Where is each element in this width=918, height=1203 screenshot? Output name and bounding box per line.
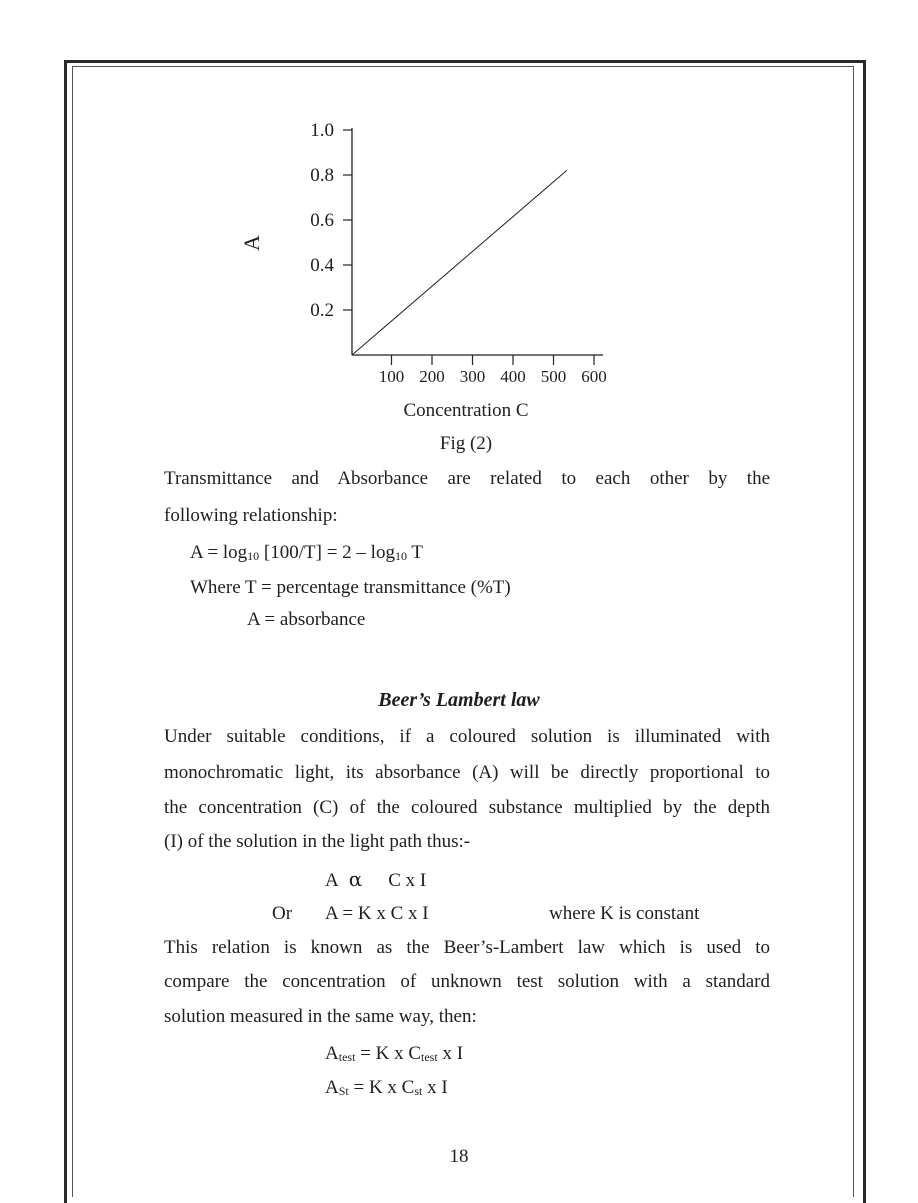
paragraph-1-line-2: following relationship: (164, 505, 338, 526)
y-tick-label: 0.6 (310, 210, 334, 231)
where-line: Where T = percentage transmittance (%T) (190, 577, 511, 598)
paragraph-1-line-1: Transmittance and Absorbance are related to each other by the (164, 468, 770, 489)
series-line (352, 171, 567, 356)
x-axis-label: Concentration C (403, 400, 529, 421)
proportionality-statement: A α C x I (325, 867, 427, 891)
paragraph-3-line-2: compare the concentration of unknown test solution with a standard (164, 971, 770, 992)
x-tick-label: 300 (459, 367, 486, 386)
paragraph-2-line-1: Under suitable conditions, if a coloured solution is illuminated with (164, 726, 770, 747)
x-tick-label: 500 (540, 367, 567, 386)
y-axis-label: A (239, 235, 264, 251)
y-tick-label: 0.2 (310, 300, 334, 321)
y-tick-label: 0.8 (310, 165, 334, 186)
equation-test: Atest = K x Ctest x I (325, 1043, 464, 1064)
y-tick-label: 1.0 (310, 120, 334, 141)
section-heading: Beer’s Lambert law (378, 689, 540, 711)
absorbance-definition: A = absorbance (247, 609, 366, 630)
x-tick-label: 200 (419, 367, 445, 386)
y-tick-label: 0.4 (310, 255, 334, 276)
figure-caption: Fig (2) (439, 433, 493, 454)
equation-absorbance: A = log10 [100/T] = 2 – log10 T (190, 542, 423, 563)
absorbance-chart (0, 0, 918, 460)
paragraph-2-line-3: the concentration (C) of the coloured substance multiplied by the depth (164, 797, 770, 818)
paragraph-3-line-1: This relation is known as the Beer’s-Lambert law which is used to (164, 937, 770, 958)
equation-standard: ASt = K x Cst x I (325, 1077, 448, 1098)
x-tick-label: 100 (378, 367, 405, 386)
page-number: 18 (449, 1146, 469, 1167)
constant-note: where K is constant (549, 903, 700, 924)
paragraph-3-line-3: solution measured in the same way, then: (164, 1006, 477, 1027)
paragraph-2-line-4: (I) of the solution in the light path thus:- (164, 831, 471, 852)
x-tick-label: 400 (500, 367, 526, 386)
equation-beer-lambert: A = K x C x I (325, 903, 429, 924)
x-tick-label: 600 (581, 367, 607, 386)
paragraph-2-line-2: monochromatic light, its absorbance (A) will be directly proportional to (164, 762, 770, 783)
or-label: Or (272, 903, 293, 924)
